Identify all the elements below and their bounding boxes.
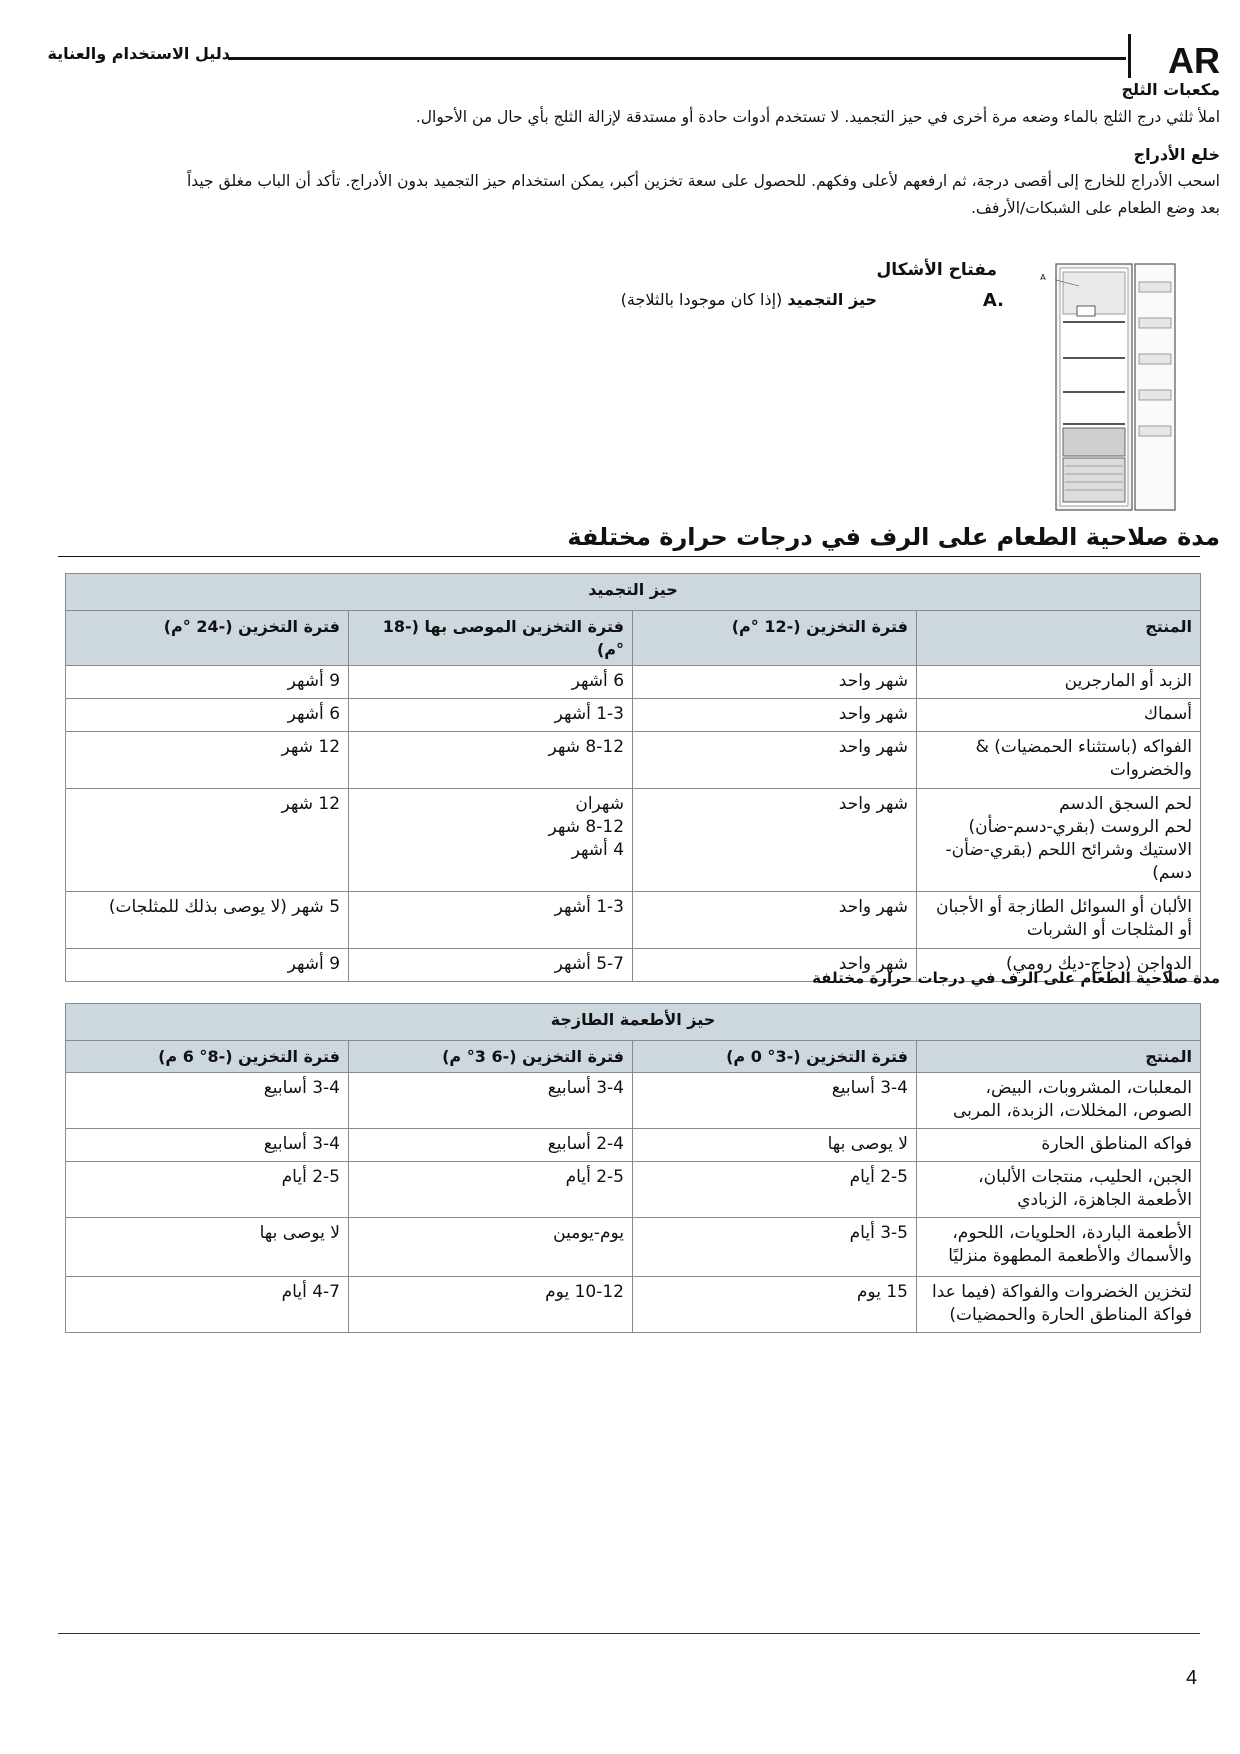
- freezer-cell-line: الزبد أو المارجرين: [1064, 671, 1193, 691]
- fresh-cell: [633, 1073, 917, 1129]
- fresh-cell-line: 2-5 أيام: [281, 1167, 340, 1187]
- freezer-cell-line: 6 أشهر: [571, 671, 625, 691]
- freezer-header-row: [66, 611, 1201, 666]
- freezer-cell-line: شهر واحد: [838, 704, 909, 724]
- shelf-life-title: مدة صلاحية الطعام على الرف في درجات حرارة مختلفة: [567, 523, 1220, 551]
- page-number: 4: [1186, 1667, 1198, 1689]
- fresh-cell: [917, 1162, 1201, 1218]
- title-rule: [58, 556, 1200, 557]
- freezer-cell: [349, 699, 633, 732]
- fresh-cell-line: 3-4 أسابيع: [831, 1078, 908, 1098]
- freezer-cell: [349, 789, 633, 892]
- fresh-cell: [633, 1162, 917, 1218]
- freezer-cell-line: الدواجن (دجاج-ديك رومي): [1006, 954, 1193, 974]
- fresh-cell-line: المعلبات، المشروبات، البيض،: [985, 1078, 1192, 1098]
- freezer-cell: [66, 789, 349, 892]
- freezer-row: [66, 892, 1201, 949]
- freezer-cell-line: لحم السجق الدسم: [1059, 794, 1193, 814]
- fresh-cell-line: 2-5 أيام: [565, 1167, 624, 1187]
- fresh-cell-line: فواكه المناطق الحارة: [1041, 1134, 1192, 1154]
- fresh-cell-line: الجبن، الحليب، منتجات الألبان،: [978, 1167, 1192, 1187]
- freezer-table-caption: حيز التجميد: [66, 574, 1201, 611]
- freezer-cell: [633, 892, 917, 949]
- remove-drawers-text-line1: اسحب الأدراج للخارج إلى أقصى درجة، ثم ارفعهم لأعلى وفكهم. للحصول على سعة تخزين أكبر، يمكن استخدام حيز التجميد بدون الأدراج. تأكد أن الباب مغلق جيداً: [186, 172, 1220, 190]
- freezer-header-cell: فترة التخزين الموصى بها (-18 °م): [349, 611, 633, 666]
- figure-key-label: [621, 290, 877, 309]
- freezer-cell-line: 8-12 شهر: [548, 817, 625, 837]
- freezer-cell-line: 12 شهر: [281, 737, 341, 757]
- fresh-cell-line: لا يوصى بها: [827, 1134, 908, 1154]
- manual-title: دليل الاستخدام والعناية: [47, 44, 230, 63]
- freezer-cell: [349, 732, 633, 789]
- fresh-row: [66, 1073, 1201, 1129]
- freezer-cell-line: أو المثلجات أو الشربات: [1026, 920, 1193, 940]
- freezer-cell: [66, 699, 349, 732]
- freezer-cell: [66, 732, 349, 789]
- fresh-cell: [66, 1218, 349, 1277]
- freezer-cell: [633, 666, 917, 699]
- fresh-cell-line: فواكة المناطق الحارة والحمضيات): [949, 1305, 1192, 1325]
- header-divider: [1128, 34, 1131, 78]
- fresh-cell-line: 10-12 يوم: [545, 1282, 624, 1302]
- freezer-cell-line: أسماك: [1144, 704, 1193, 724]
- freezer-cell-line: شهر واحد: [838, 954, 909, 974]
- freezer-cell: [917, 699, 1201, 732]
- fresh-row: [66, 1162, 1201, 1218]
- fresh-header-cell: فترة التخزين (-6 3° م): [349, 1041, 633, 1073]
- fresh-header-cell: المنتج: [917, 1041, 1201, 1073]
- freezer-cell: [633, 699, 917, 732]
- fresh-cell: [66, 1129, 349, 1162]
- language-code: AR: [1168, 40, 1220, 81]
- fresh-cell: [349, 1218, 633, 1277]
- fresh-cell-line: لتخزين الخضروات والفواكة (فيما عدا: [932, 1282, 1192, 1302]
- freezer-cell: [66, 949, 349, 982]
- freezer-cell-line: 5-7 أشهر: [554, 954, 625, 974]
- freezer-cell-line: الألبان أو السوائل الطازجة أو الأجبان: [935, 897, 1193, 917]
- freezer-header-cell: فترة التخزين (-12 °م): [633, 611, 917, 666]
- freezer-cell-line: شهر واحد: [838, 737, 909, 757]
- fresh-cell-line: الأطعمة الجاهزة، الزبادي: [1017, 1190, 1192, 1210]
- freezer-cell-line: 9 أشهر: [287, 671, 341, 691]
- fresh-cell-line: الأطعمة الباردة، الحلويات، اللحوم،: [952, 1223, 1192, 1243]
- freezer-cell-line: 4 أشهر: [571, 840, 625, 860]
- fresh-food-storage-table: [65, 1003, 1201, 1333]
- figure-key-label-rest: (إذا كان موجودا بالثلاجة): [620, 290, 788, 309]
- ice-cubes-text: املأ ثلثي درج الثلج بالماء وضعه مرة أخرى في حيز التجميد. لا تستخدم أدوات حادة أو مستدقة لإزالة الثلج بأي حال من الأحوال.: [415, 108, 1220, 126]
- fresh-header-cell: فترة التخزين (-8° 6 م): [66, 1041, 349, 1073]
- fresh-cell-line: 3-4 أسابيع: [263, 1134, 340, 1154]
- freezer-cell-line: الاستيك وشرائح اللحم (بقري-ضأن-: [945, 840, 1193, 860]
- freezer-row: [66, 666, 1201, 699]
- freezer-cell-line: لحم الروست (بقري-دسم-ضأن): [968, 817, 1193, 837]
- fresh-cell-line: 2-4 أسابيع: [547, 1134, 624, 1154]
- freezer-cell-line: 9 أشهر: [287, 954, 341, 974]
- fresh-cell-line: الصوص، المخللات، الزبدة، المربى: [953, 1101, 1192, 1121]
- freezer-cell-line: 12 شهر: [281, 794, 341, 814]
- freezer-cell-line: 6 أشهر: [287, 704, 341, 724]
- freezer-cell-line: 5 شهر (لا يوصى بذلك للمثلجات): [108, 897, 341, 917]
- fresh-cell: [66, 1162, 349, 1218]
- fresh-cell-line: لا يوصى بها: [259, 1223, 340, 1243]
- fresh-cell-line: 15 يوم: [856, 1282, 908, 1302]
- fresh-cell-line: 2-5 أيام: [849, 1167, 908, 1187]
- figure-key-label-bold: حيز التجميد: [787, 290, 877, 309]
- fresh-row: [66, 1277, 1201, 1333]
- fresh-cell: [349, 1277, 633, 1333]
- fresh-row: [66, 1218, 1201, 1277]
- ice-cubes-heading: مكعبات الثلج: [1121, 80, 1220, 99]
- freezer-cell: [66, 892, 349, 949]
- remove-drawers-heading: خلع الأدراج: [1133, 145, 1220, 164]
- freezer-cell: [917, 666, 1201, 699]
- fresh-cell-line: 3-4 أسابيع: [547, 1078, 624, 1098]
- figure-callout-a: A: [1040, 273, 1046, 282]
- freezer-cell-line: 1-3 أشهر: [554, 897, 625, 917]
- figure-key-heading: مفتاح الأشكال: [876, 260, 997, 280]
- figure-key-letter: A.: [982, 290, 1004, 311]
- freezer-storage-table: [65, 573, 1201, 982]
- fresh-cell: [66, 1277, 349, 1333]
- fresh-cell-line: والأسماك والأطعمة المطهوة منزليًا: [948, 1246, 1192, 1266]
- freezer-cell-line: والخضروات: [1109, 760, 1193, 780]
- freezer-cell: [633, 789, 917, 892]
- freezer-cell: [917, 892, 1201, 949]
- freezer-header-cell: المنتج: [917, 611, 1201, 666]
- freezer-cell-line: 8-12 شهر: [548, 737, 625, 757]
- freezer-cell: [917, 732, 1201, 789]
- fridge-diagram: [1055, 262, 1177, 512]
- freezer-row: [66, 699, 1201, 732]
- header-rule: [228, 57, 1126, 60]
- freezer-cell-line: شهران: [575, 794, 625, 814]
- fresh-cell: [917, 1129, 1201, 1162]
- freezer-row: [66, 732, 1201, 789]
- fresh-cell: [633, 1277, 917, 1333]
- remove-drawers-text-line2: بعد وضع الطعام على الشبكات/الأرفف.: [970, 199, 1220, 217]
- fresh-cell: [633, 1129, 917, 1162]
- freezer-cell-line: شهر واحد: [838, 671, 909, 691]
- freezer-header-cell: فترة التخزين (-24 °م): [66, 611, 349, 666]
- freezer-cell: [66, 666, 349, 699]
- freezer-cell-line: شهر واحد: [838, 897, 909, 917]
- fresh-cell-line: 3-5 أيام: [849, 1223, 908, 1243]
- fresh-cell: [349, 1162, 633, 1218]
- freezer-cell: [349, 949, 633, 982]
- fresh-cell-line: 4-7 أيام: [281, 1282, 340, 1302]
- fresh-header-row: [66, 1041, 1201, 1073]
- fresh-cell: [349, 1073, 633, 1129]
- shelf-life-subtitle: مدة صلاحية الطعام على الرف في درجات حرارة مختلفة: [812, 969, 1220, 987]
- fresh-cell: [917, 1277, 1201, 1333]
- fresh-table-caption: حيز الأطعمة الطازجة: [66, 1004, 1201, 1041]
- freezer-cell: [349, 892, 633, 949]
- fresh-cell: [917, 1073, 1201, 1129]
- freezer-row: [66, 789, 1201, 892]
- freezer-cell: [349, 666, 633, 699]
- freezer-cell-line: دسم): [1152, 863, 1193, 883]
- freezer-cell: [917, 789, 1201, 892]
- freezer-cell-line: شهر واحد: [838, 794, 909, 814]
- freezer-cell: [633, 732, 917, 789]
- fresh-cell-line: يوم-يومين: [553, 1223, 624, 1243]
- fresh-row: [66, 1129, 1201, 1162]
- freezer-cell-line: 1-3 أشهر: [554, 704, 625, 724]
- fresh-header-cell: فترة التخزين (-3° 0 م): [633, 1041, 917, 1073]
- freezer-cell-line: الفواكه (باستثناء الحمضيات) &: [975, 737, 1193, 757]
- fresh-cell: [66, 1073, 349, 1129]
- fresh-cell: [349, 1129, 633, 1162]
- fresh-cell: [917, 1218, 1201, 1277]
- fresh-cell-line: 3-4 أسابيع: [263, 1078, 340, 1098]
- fresh-cell: [633, 1218, 917, 1277]
- footer-rule: [58, 1633, 1200, 1634]
